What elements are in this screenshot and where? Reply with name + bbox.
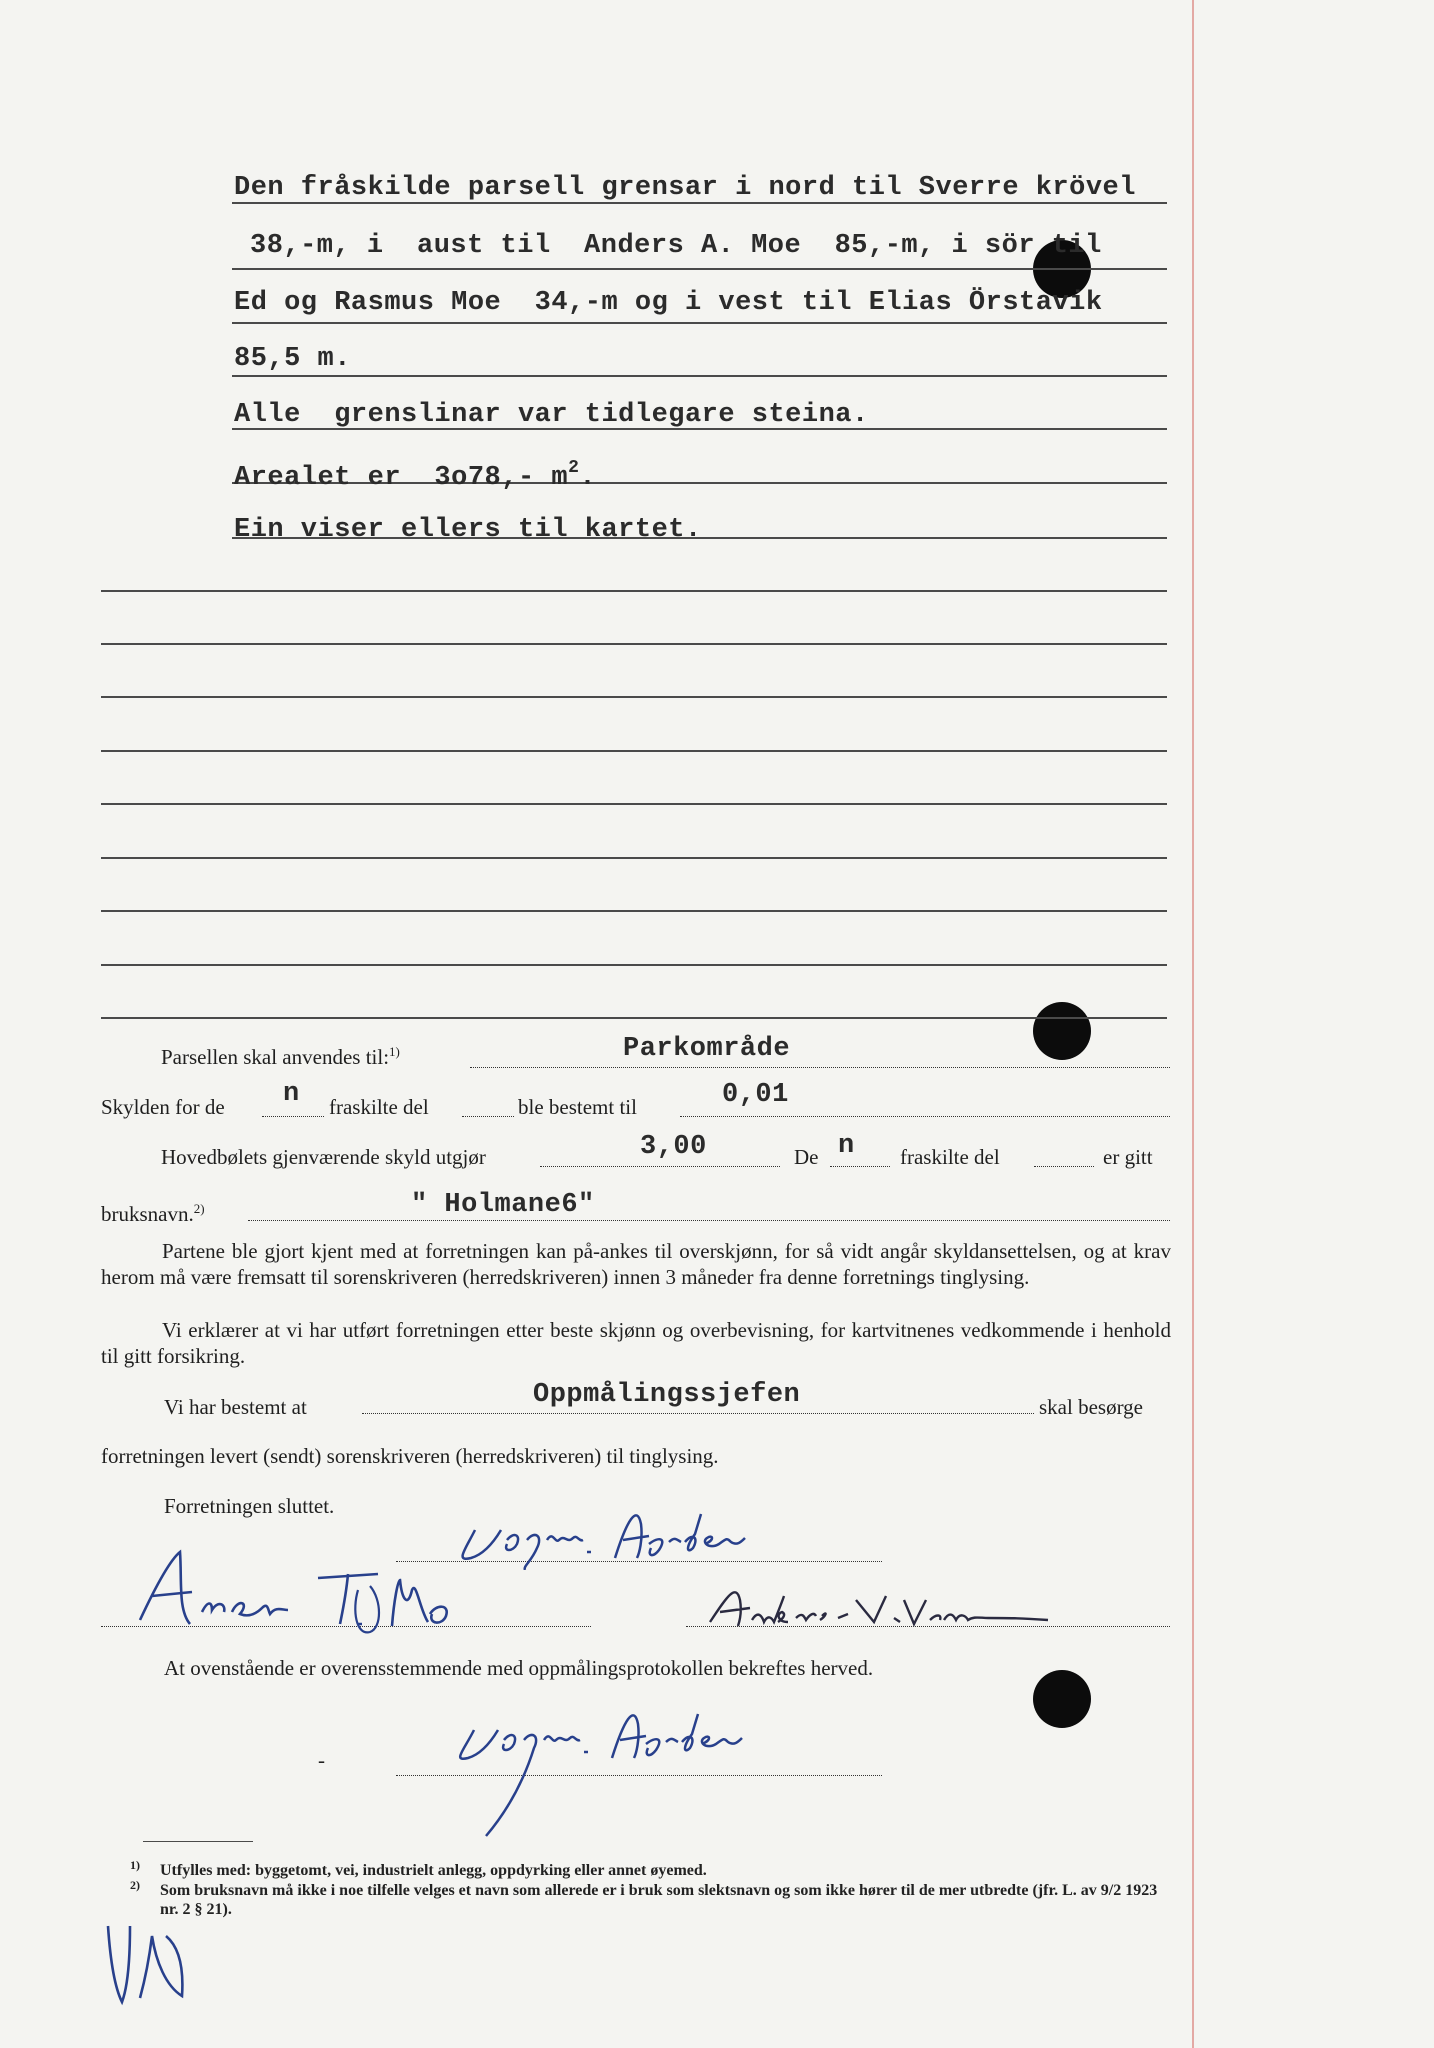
main-dots-1 <box>540 1166 780 1167</box>
footnote-1-text: Utfylles med: byggetomt, vei, industrielt anlegg, oppdyrking eller annet øyemed. <box>160 1862 707 1879</box>
tax-value: 0,01 <box>722 1080 789 1110</box>
confirmation-text: At ovenstående er overensstemmende med oppmålingsprotokollen bekreftes herved. <box>164 1656 874 1680</box>
typed-line: Alle grenslinar var tidlegare steina. <box>234 400 869 430</box>
main-value: 3,00 <box>640 1132 707 1162</box>
footnote-2-mark: 2) <box>130 1878 140 1892</box>
name-label-sup: 2) <box>193 1201 205 1216</box>
name-value: " Holmane6" <box>411 1190 595 1220</box>
use-label-text: Parsellen skal anvendes til: <box>161 1045 390 1069</box>
area-text: Arealet er 3o78,- m <box>234 463 569 493</box>
typed-line: Den fråskilde parsell grensar i nord til Sverre krövel <box>234 173 1136 203</box>
main-de: De <box>794 1145 819 1169</box>
name-dotted-line <box>248 1220 1170 1221</box>
ruled-line <box>101 643 1167 645</box>
handwritten-initials <box>100 1906 200 2016</box>
ruled-line <box>101 1017 1167 1019</box>
use-label <box>161 1044 400 1070</box>
ruled-line <box>101 803 1167 805</box>
bestemt-prefix: Vi har bestemt at <box>164 1395 307 1419</box>
ruled-line <box>101 964 1167 966</box>
levert-text: forretningen levert (sendt) sorenskriveren (herredskriveren) til tinglysing. <box>101 1444 719 1468</box>
area-superscript: 2 <box>568 458 580 478</box>
bestemt-dotted-line <box>362 1413 1034 1414</box>
main-mid: fraskilte del <box>900 1145 1000 1169</box>
typed-line: 38,-m, i aust til Anders A. Moe 85,-m, i sör til <box>250 231 1102 261</box>
sluttet-text: Forretningen sluttet. <box>164 1494 335 1518</box>
footnote-2-text: Som bruksnavn må ikke i noe tilfelle velges et navn som allerede er i bruk som slektsnavn og som ikke hører til de mer utbredte (jfr. L. av 9/2 1923 nr. 2 § 21). <box>160 1882 1158 1918</box>
ruled-line <box>232 375 1167 377</box>
use-dotted-line <box>470 1067 1170 1068</box>
use-value: Parkområde <box>623 1034 791 1064</box>
paragraph-declaration: Vi erklærer at vi har utført forretningen etter beste skjønn og overbevisning, for kartvitnenes vedkommende i henhold til gitt forsikring. <box>101 1318 1171 1368</box>
typed-line: Ed og Rasmus Moe 34,-m og i vest til Elias Örstavik <box>234 288 1103 318</box>
ruled-line <box>232 322 1167 324</box>
area-period: . <box>579 463 597 493</box>
punch-hole-bottom <box>1033 1670 1091 1728</box>
tax-mid2: ble bestemt til <box>518 1095 637 1119</box>
name-label-text: bruksnavn. <box>101 1202 194 1226</box>
tax-mid1: fraskilte del <box>329 1095 429 1119</box>
ruled-line <box>101 910 1167 912</box>
tax-n: n <box>283 1079 300 1109</box>
tax-dots-2 <box>462 1116 514 1117</box>
main-prefix: Hovedbølets gjenværende skyld utgjør <box>161 1145 486 1169</box>
signature-sigm-horden-2 <box>450 1700 790 1840</box>
tax-prefix: Skylden for de <box>101 1095 225 1119</box>
ruled-line <box>101 696 1167 698</box>
main-dots-3 <box>1034 1166 1094 1167</box>
typed-line: Ein viser ellers til kartet. <box>234 515 702 545</box>
ruled-line <box>101 750 1167 752</box>
name-label <box>101 1201 205 1227</box>
use-label-sup: 1) <box>389 1044 400 1059</box>
typed-line: 85,5 m. <box>234 344 351 374</box>
signature-anders-moe <box>706 1578 1056 1638</box>
punch-hole-middle <box>1033 1002 1091 1060</box>
margin-line <box>1192 0 1194 2048</box>
ruled-line <box>232 268 1167 270</box>
typed-line-area <box>234 458 596 493</box>
footnote-1-mark: 1) <box>130 1858 140 1872</box>
bestemt-value: Oppmålingssjefen <box>533 1380 801 1410</box>
signature-arne-moe <box>130 1540 470 1650</box>
main-suffix: er gitt <box>1103 1145 1153 1169</box>
signature-sigm-horden-1 <box>455 1500 795 1570</box>
footnote-separator <box>143 1841 253 1842</box>
main-n: n <box>838 1131 855 1161</box>
tax-dots-1 <box>262 1116 324 1117</box>
ruled-line <box>101 590 1167 592</box>
tax-dots-3 <box>680 1116 1170 1117</box>
main-dots-2 <box>830 1166 890 1167</box>
ruled-line <box>101 857 1167 859</box>
paragraph-appeal: Partene ble gjort kjent med at forretningen kan på-ankes til overskjønn, for så vidt angår skyldansettelsen, og at krav herom må være fremsatt til sorenskriveren (herredskriveren) innen 3 måneder fra denne forretnings tinglysing. <box>101 1239 1171 1289</box>
bestemt-suffix: skal besørge <box>1039 1395 1144 1419</box>
dash-mark: - <box>318 1748 325 1772</box>
